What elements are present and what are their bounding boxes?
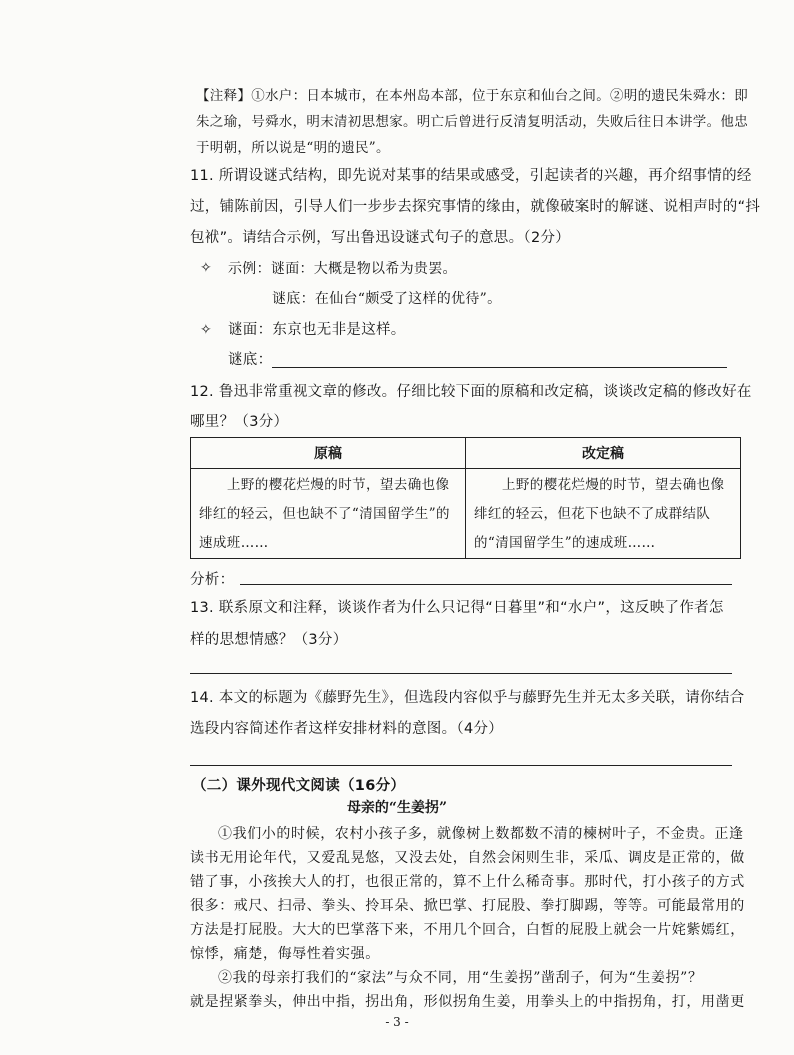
analysis-label: 分析： [190,572,235,588]
table-header-original: 原稿 [191,438,466,469]
q12-line-1: 12. 鲁迅非常重视文章的修改。仔细比较下面的原稿和改定稿，谈谈改定稿的修改好在 [190,384,752,400]
example-bullet-icon: ✧ [200,260,212,276]
example-riddle-answer: 谜底：在仙台“颇受了这样的优待”。 [272,291,502,307]
q14-answer-line[interactable] [190,765,732,766]
example-riddle-face: 示例：谜面：大概是物以希为贵罢。 [228,261,457,277]
para1-line-4: 很多：戒尺、扫帚、拳头、拎耳朵、掀巴掌、打屁股、拳打脚踢，等等。可能最常用的 [190,898,745,914]
task-riddle-face: 谜面：东京也无非是这样。 [228,322,406,338]
table-cell-revised: 上野的樱花烂熳的时节，望去确也像绯红的轻云，但花下也缺不了成群结队的“清国留学生”的速成班…… [466,469,741,559]
para1-line-1: ①我们小的时候，农村小孩子多，就像树上数都数不清的楝树叶子，不金贵。正逢 [218,826,744,842]
page-number: - 3 - [385,1015,409,1029]
note-line-2: 朱之瑜，号舜水，明末清初思想家。明亡后曾进行反清复明活动，失败后往日本讲学。他忠 [196,114,748,130]
para1-line-5: 方法是打屁股。大大的巴掌落下来，不用几个回合，白皙的屁股上就会一片姹紫嫣红， [190,922,745,938]
q13-answer-line[interactable] [190,673,732,674]
q11-line-3: 包袱”。请结合示例，写出鲁迅设谜式句子的意思。（2分） [190,230,571,246]
para1-line-2: 读书无用论年代，又爱乱晃悠，又没去处，自然会闲则生非，采瓜、调皮是正常的，做 [190,850,745,866]
para2-line-2: 就是捏紧拳头，伸出中指，拐出角，形似拐角生姜，用拳头上的中指拐角，打，用凿更 [190,994,745,1010]
table-header-revised: 改定稿 [466,438,741,469]
q14-line-2: 选段内容简述作者这样安排材料的意图。（4分） [190,721,504,737]
q13-line-1: 13. 联系原文和注释，谈谈作者为什么只记得“日暮里”和“水户”，这反映了作者怎 [190,600,724,616]
q11-line-1: 11. 所谓设谜式结构，即先说对某事的结果或感受，引起读者的兴趣，再介绍事情的经 [190,168,752,184]
q12-line-2: 哪里？（3分） [190,414,289,430]
para1-line-6: 惊悸，痛楚，侮辱性着实强。 [190,946,380,962]
q14-line-1: 14. 本文的标题为《藤野先生》，但选段内容似乎与藤野先生并无太多关联，请你结合 [190,690,745,706]
article-title: 母亲的“生姜拐” [346,800,448,816]
comparison-table [190,437,741,559]
q12-answer-line[interactable] [240,584,732,585]
note-line-1: 【注释】①水户：日本城市，在本州岛本部，位于东京和仙台之间。②明的遗民朱舜水：即 [196,88,748,104]
q13-line-2: 样的思想情感？（3分） [190,632,348,648]
q11-line-2: 过，铺陈前因，引导人们一步步去探究事情的缘由，就像破案时的解谜、说相声时的“抖 [190,199,761,215]
para1-line-3: 错了事，小孩挨大人的打，也很正常的，算不上什么稀奇事。那时代，打小孩子的方式 [190,874,745,890]
q11-answer-line[interactable] [272,367,727,368]
section-heading: （二）课外现代文阅读（16分） [192,778,406,794]
para2-line-1: ②我的母亲打我们的“家法”与众不同，用“生姜拐”凿刮子，何为“生姜拐”？ [218,970,703,986]
task-answer-label: 谜底： [228,352,273,368]
note-line-3: 于明朝，所以说是“明的遗民”。 [196,140,390,156]
task-bullet-icon: ✧ [200,322,212,338]
table-cell-original: 上野的樱花烂熳的时节，望去确也像绯红的轻云，但也缺不了“清国留学生”的速成班…… [191,469,466,559]
